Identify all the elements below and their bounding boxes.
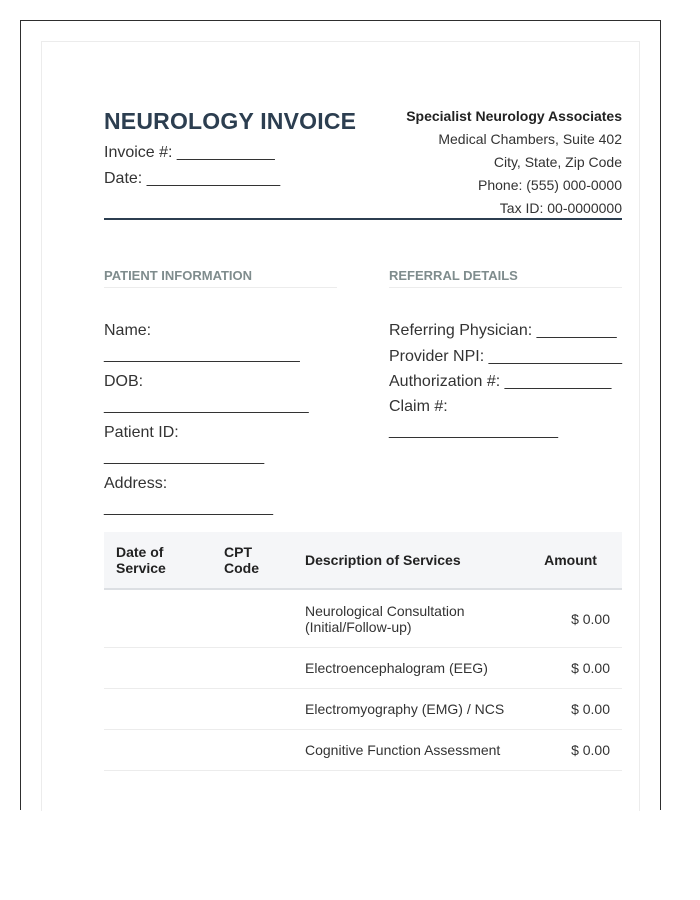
invoice-date-field[interactable]: Date: _______________ <box>104 170 281 187</box>
cell-amount: $ 0.00 <box>544 648 622 689</box>
table-row <box>104 648 622 689</box>
company-info <box>406 105 622 220</box>
col-header-cpt: CPT Code <box>224 532 305 589</box>
cell-description: Electroencephalogram (EEG) <box>305 648 544 689</box>
claim-field[interactable]: ___________________ <box>389 422 559 439</box>
table-row <box>104 730 622 771</box>
invoice-sheet <box>41 41 640 811</box>
authorization-field[interactable]: Authorization #: ____________ <box>389 373 612 390</box>
cell-date[interactable] <box>104 689 224 730</box>
cell-description: Cognitive Function Assessment <box>305 730 544 771</box>
company-tax-id: Tax ID: 00-0000000 <box>499 200 622 216</box>
col-header-date: Date of Service <box>104 532 224 589</box>
provider-npi-field[interactable]: Provider NPI: _______________ <box>389 348 623 365</box>
company-name: Specialist Neurology Associates <box>406 108 622 124</box>
invoice-title: NEUROLOGY INVOICE <box>104 108 357 134</box>
patient-address-label: Address: <box>104 475 168 492</box>
table-row <box>104 689 622 730</box>
cell-date[interactable] <box>104 648 224 689</box>
col-header-description: Description of Services <box>305 532 544 589</box>
patient-info-heading: PATIENT INFORMATION <box>104 268 337 288</box>
invoice-frame <box>20 20 661 810</box>
cell-cpt[interactable] <box>224 730 305 771</box>
cell-amount: $ 0.00 <box>544 589 622 648</box>
cell-amount: $ 0.00 <box>544 730 622 771</box>
cell-cpt[interactable] <box>224 689 305 730</box>
company-city: City, State, Zip Code <box>493 154 622 170</box>
patient-id-label: Patient ID: <box>104 424 179 441</box>
cell-cpt[interactable] <box>224 589 305 648</box>
referring-physician-field[interactable]: Referring Physician: _________ <box>389 322 617 339</box>
table-header-row <box>104 532 622 589</box>
cell-amount: $ 0.00 <box>544 689 622 730</box>
patient-address-field[interactable]: ___________________ <box>104 499 274 516</box>
invoice-number-field[interactable]: Invoice #: ___________ <box>104 144 275 161</box>
company-phone: Phone: (555) 000-0000 <box>478 177 622 193</box>
cell-description: Electromyography (EMG) / NCS <box>305 689 544 730</box>
col-header-amount: Amount <box>544 532 622 589</box>
patient-dob-label: DOB: <box>104 373 144 390</box>
patient-dob-field[interactable]: _______________________ <box>104 397 309 414</box>
patient-name-field[interactable]: ______________________ <box>104 346 300 363</box>
referral-details-heading: REFERRAL DETAILS <box>389 268 622 288</box>
header-divider <box>104 218 622 220</box>
patient-name-label: Name: <box>104 322 152 339</box>
services-table <box>104 532 622 771</box>
table-row <box>104 589 622 648</box>
cell-date[interactable] <box>104 589 224 648</box>
claim-label: Claim #: <box>389 398 448 415</box>
cell-cpt[interactable] <box>224 648 305 689</box>
company-address: Medical Chambers, Suite 402 <box>438 131 622 147</box>
patient-id-field[interactable]: __________________ <box>104 448 265 465</box>
cell-description: Neurological Consultation (Initial/Follow-up) <box>305 589 544 648</box>
cell-date[interactable] <box>104 730 224 771</box>
